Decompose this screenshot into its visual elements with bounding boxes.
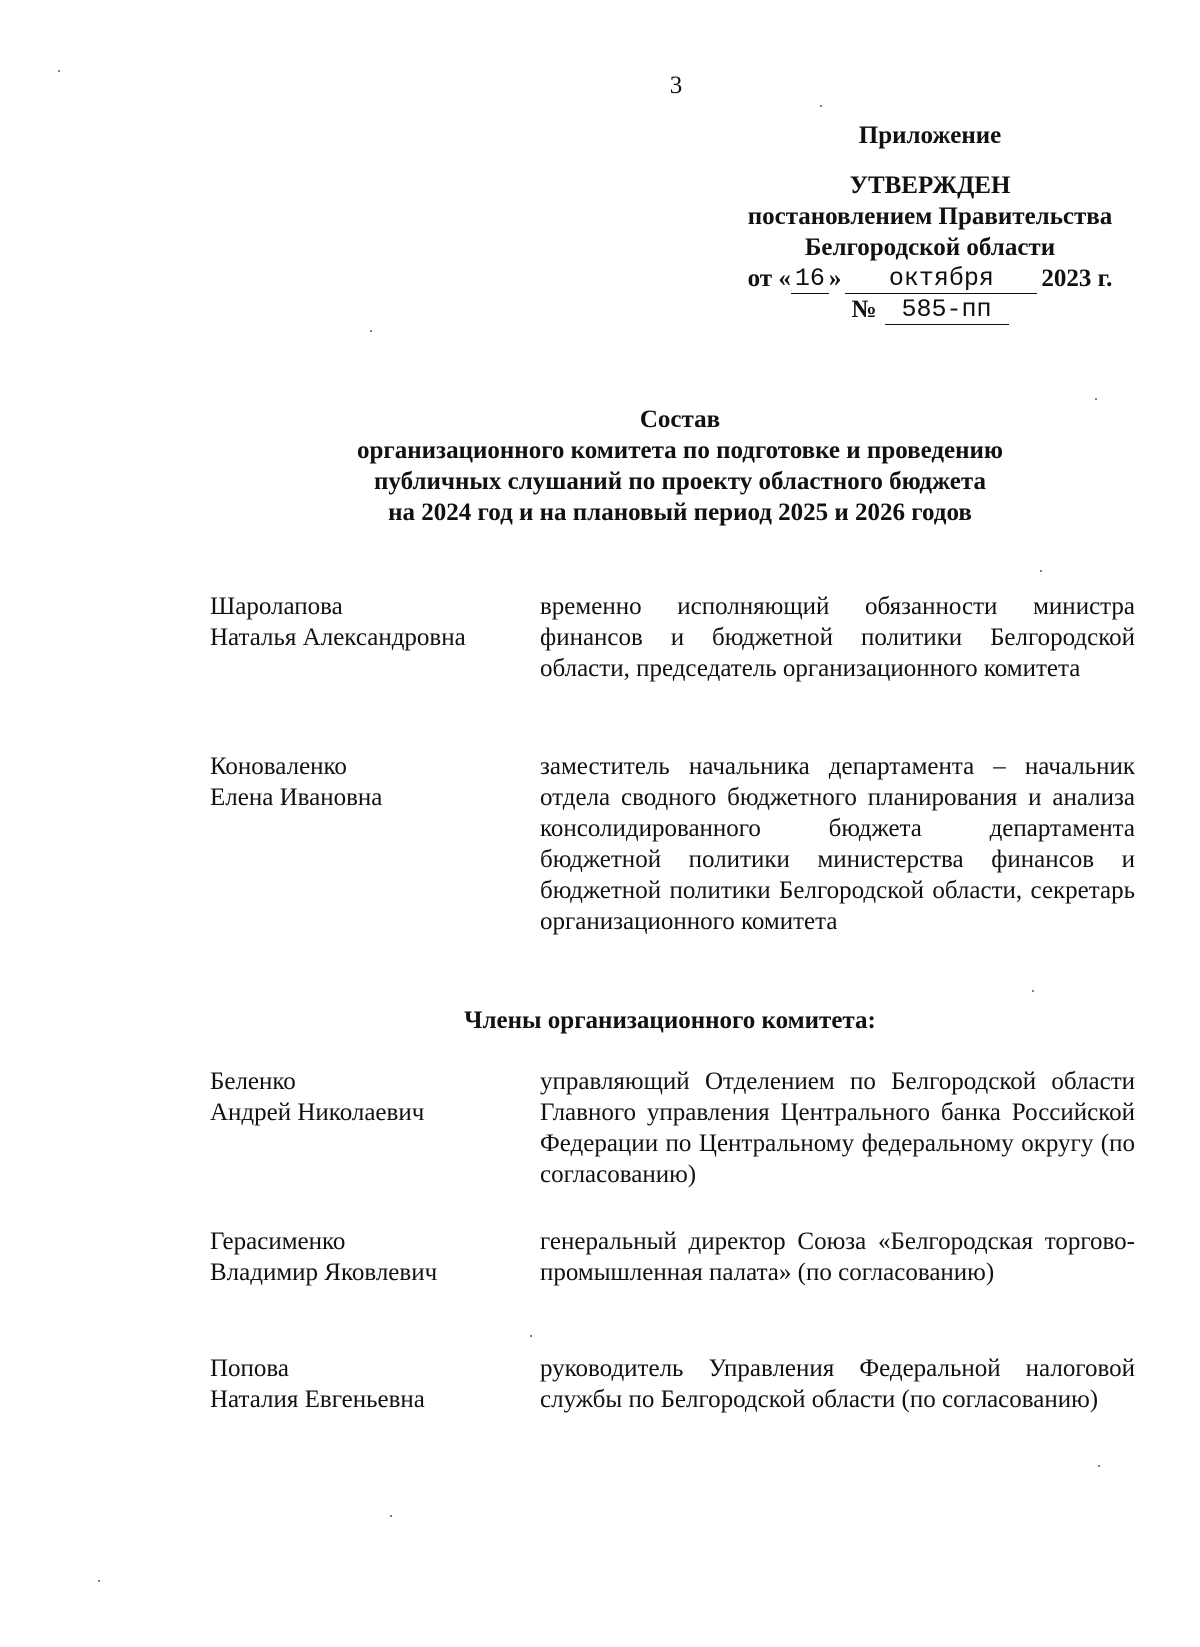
person-role: временно исполняющий обязанности министра финансов и бюджетной политики Белгородской области, председатель организационного комитета	[540, 593, 1135, 682]
scan-speck	[370, 330, 372, 332]
date-year: 2023 г.	[1041, 265, 1113, 292]
scan-speck	[820, 105, 822, 107]
person-role: руководитель Управления Федеральной налоговой службы по Белгородской области (по согласованию)	[540, 1355, 1135, 1413]
title-line-4: на 2024 год и на плановый период 2025 и 2026 годов	[388, 499, 972, 526]
page-number: 3	[669, 72, 683, 99]
scan-speck	[58, 70, 60, 72]
approved-by-line1: постановлением Правительства	[747, 203, 1113, 230]
scan-speck	[1040, 570, 1042, 572]
person-given-name: Андрей Николаевич	[210, 1099, 425, 1126]
scan-speck	[390, 1515, 392, 1517]
title-line-3: публичных слушаний по проекту областного бюджета	[374, 468, 986, 495]
number-value: 585-пп	[885, 294, 1009, 325]
person-surname: Попова	[210, 1355, 290, 1382]
scan-speck	[1098, 1465, 1100, 1467]
committee-member-entry	[210, 1066, 1135, 1190]
person-role: заместитель начальника департамента – начальник отдела сводного бюджетного планирования и анализа консолидированного бюджета департамента бюджетной политики министерства финансов и бюджетной политики Белгородской области, секретарь организационного комитета	[540, 753, 1135, 935]
committee-chair-entry	[210, 591, 1135, 684]
appendix-label: Приложение	[858, 122, 1002, 149]
number-prefix: №	[851, 296, 877, 323]
person-given-name: Елена Ивановна	[210, 784, 383, 811]
approval-number	[720, 294, 1140, 325]
date-prefix: от «	[747, 265, 791, 292]
person-surname: Герасименко	[210, 1228, 346, 1255]
scan-speck	[530, 1335, 532, 1337]
date-mid: »	[828, 265, 842, 292]
document-title	[310, 404, 1050, 528]
person-given-name: Наталья Александровна	[210, 624, 466, 651]
approved-by-line2: Белгородской области	[804, 234, 1056, 261]
title-line-1: Состав	[639, 406, 721, 433]
person-name	[210, 1353, 540, 1415]
person-name	[210, 1226, 540, 1288]
person-given-name: Наталия Евгеньевна	[210, 1386, 425, 1413]
approved-label: УТВЕРЖДЕН	[849, 172, 1011, 199]
person-given-name: Владимир Яковлевич	[210, 1259, 438, 1286]
committee-member-entry	[210, 1226, 1135, 1288]
person-name	[210, 1066, 540, 1190]
person-role: генеральный директор Союза «Белгородская торгово-промышленная палата» (по согласованию)	[540, 1228, 1135, 1286]
date-day: 16	[791, 263, 829, 294]
members-heading: Члены организационного комитета:	[464, 1007, 876, 1034]
person-surname: Беленко	[210, 1068, 296, 1095]
person-surname: Шаролапова	[210, 593, 343, 620]
approval-date	[720, 263, 1140, 294]
date-month: октября	[845, 263, 1037, 294]
scan-speck	[1095, 398, 1097, 400]
person-name	[210, 751, 540, 937]
person-surname: Коноваленко	[210, 753, 347, 780]
scan-speck	[1032, 990, 1034, 992]
scan-speck	[98, 1580, 100, 1582]
person-role: управляющий Отделением по Белгородской области Главного управления Центрального банка Российской Федерации по Центральному федеральному округу (по согласованию)	[540, 1068, 1135, 1188]
person-name	[210, 591, 540, 684]
committee-member-entry	[210, 1353, 1135, 1415]
title-line-2: организационного комитета по подготовке и проведению	[356, 437, 1004, 464]
committee-secretary-entry	[210, 751, 1135, 937]
approval-block	[720, 120, 1140, 325]
